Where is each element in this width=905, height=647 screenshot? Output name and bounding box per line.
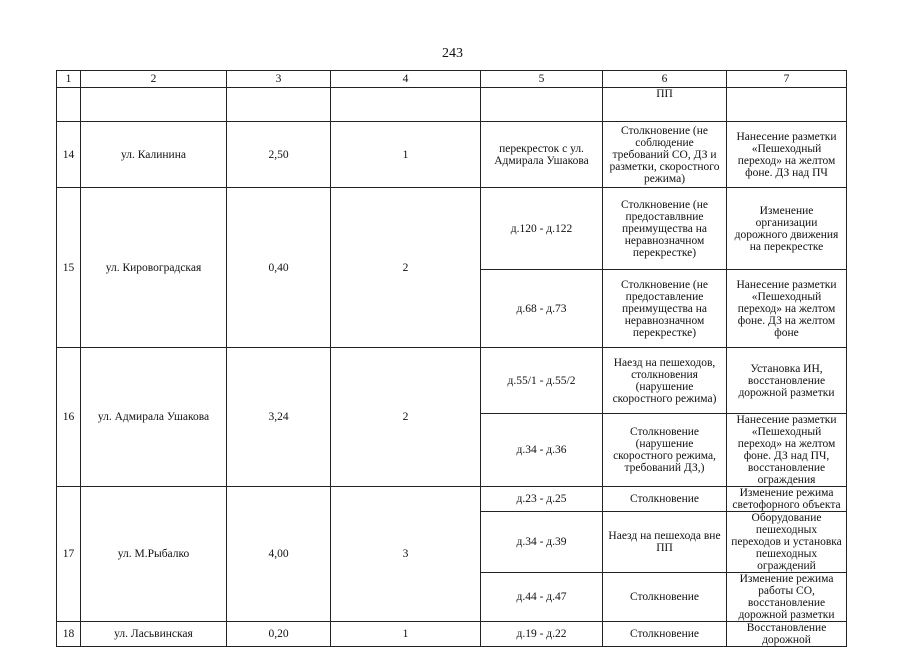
header-cell: 4 (331, 71, 481, 88)
measures-cell: Изменение режима светофорного объекта (727, 487, 847, 512)
location-cell: д.44 - д.47 (481, 573, 603, 622)
row-number: 14 (57, 122, 81, 188)
accident-cell: Наезд на пешеходов, столкновения (нарушение скоростного режима) (603, 348, 727, 414)
measures-cell: Установка ИН, восстановление дорожной разметки (727, 348, 847, 414)
table-row (57, 188, 847, 270)
column-number-row (57, 71, 847, 88)
length-cell: 0,40 (227, 188, 331, 348)
header-cell: 2 (81, 71, 227, 88)
count-cell: 1 (331, 622, 481, 647)
table-row (57, 622, 847, 647)
measures-cell: Нанесение разметки «Пешеходный переход» на желтом фоне. ДЗ на желтом фоне (727, 270, 847, 348)
street-cell: ул. Ласьвинская (81, 622, 227, 647)
continuation-row (57, 88, 847, 122)
accident-cell: Столкновение (не соблюдение требований СО, ДЗ и разметки, скоростного режима) (603, 122, 727, 188)
measures-cell: Изменение режима работы СО, восстановление дорожной разметки (727, 573, 847, 622)
length-cell: 0,20 (227, 622, 331, 647)
accident-cell: Столкновение (603, 622, 727, 647)
count-cell: 2 (331, 188, 481, 348)
location-cell: д.55/1 - д.55/2 (481, 348, 603, 414)
street-cell: ул. Адмирала Ушакова (81, 348, 227, 487)
measures-cell: Восстановление дорожной (727, 622, 847, 647)
measures-cell: Нанесение разметки «Пешеходный переход» на желтом фоне. ДЗ над ПЧ (727, 122, 847, 188)
measures-cell: Оборудование пешеходных переходов и установка пешеходных ограждений (727, 512, 847, 573)
row-number: 18 (57, 622, 81, 647)
accident-cell: ПП (603, 88, 727, 122)
measures-cell: Изменение организации дорожного движения на перекрестке (727, 188, 847, 270)
header-cell: 1 (57, 71, 81, 88)
accident-cell: Столкновение (нарушение скоростного режима, требований ДЗ,) (603, 414, 727, 487)
header-cell: 7 (727, 71, 847, 88)
length-cell: 3,24 (227, 348, 331, 487)
accident-table (56, 70, 847, 647)
location-cell: перекресток с ул. Адмирала Ушакова (481, 122, 603, 188)
table-row (57, 122, 847, 188)
accident-cell: Столкновение (не предоставление преимущества на неравнозначном перекрестке) (603, 270, 727, 348)
location-cell: д.68 - д.73 (481, 270, 603, 348)
page-number: 243 (442, 46, 463, 61)
row-number: 16 (57, 348, 81, 487)
length-cell: 4,00 (227, 487, 331, 622)
street-cell: ул. Калинина (81, 122, 227, 188)
table-row (57, 348, 847, 414)
length-cell: 2,50 (227, 122, 331, 188)
location-cell: д.23 - д.25 (481, 487, 603, 512)
count-cell: 1 (331, 122, 481, 188)
street-cell: ул. Кировоградская (81, 188, 227, 348)
accident-cell: Столкновение (603, 573, 727, 622)
accident-cell: Наезд на пешехода вне ПП (603, 512, 727, 573)
location-cell: д.34 - д.39 (481, 512, 603, 573)
row-number: 17 (57, 487, 81, 622)
accident-cell: Столкновение (не предоставлвние преимущества на неравнозначном перекрестке) (603, 188, 727, 270)
header-cell: 3 (227, 71, 331, 88)
row-number: 15 (57, 188, 81, 348)
location-cell: д.120 - д.122 (481, 188, 603, 270)
header-cell: 5 (481, 71, 603, 88)
measures-cell: Нанесение разметки «Пешеходный переход» на желтом фоне. ДЗ над ПЧ, восстановление ограждения (727, 414, 847, 487)
location-cell: д.34 - д.36 (481, 414, 603, 487)
location-cell: д.19 - д.22 (481, 622, 603, 647)
accident-cell: Столкновение (603, 487, 727, 512)
count-cell: 3 (331, 487, 481, 622)
street-cell: ул. М.Рыбалко (81, 487, 227, 622)
header-cell: 6 (603, 71, 727, 88)
table-row (57, 487, 847, 512)
count-cell: 2 (331, 348, 481, 487)
